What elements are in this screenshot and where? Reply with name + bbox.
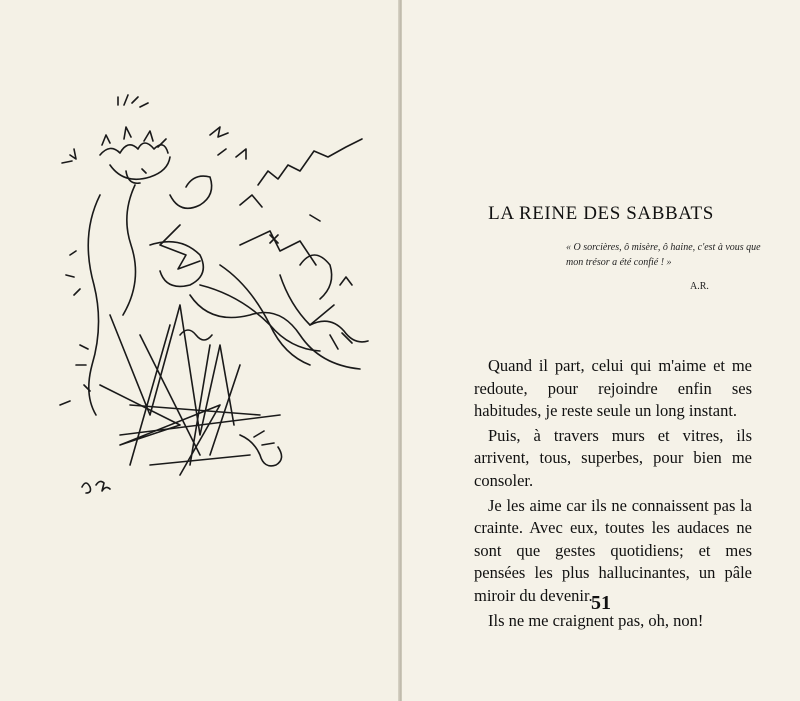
paragraph: Puis, à travers murs et vitres, ils arrivent, tous, superbes, pour bien me consoler. (474, 425, 752, 490)
paragraph: Quand il part, celui qui m'aime et me redoute, pour rejoindre enfin ses habitudes, je reste seule un long instant. (474, 356, 752, 421)
paragraph: Je les aime car ils ne connaissent pas la crainte. Avec eux, toutes les audaces ne sont que gestes quotidiens; et mes pensées les plus hallucinantes, un pâle miroir du devenir. (474, 495, 752, 605)
line-drawing-illustration (40, 85, 390, 505)
paragraph: Ils ne me craignent pas, oh, non! (488, 610, 704, 630)
chapter-title: LA REINE DES SABBATS (488, 203, 714, 224)
right-page (402, 0, 800, 701)
body-text (474, 355, 752, 632)
epigraph-author: A.R. (690, 281, 709, 292)
page-number: 51 (591, 592, 611, 614)
epigraph: « O sorcières, ô misère, ô haine, c'est à vous que mon trésor a été confié ! » (566, 242, 761, 268)
